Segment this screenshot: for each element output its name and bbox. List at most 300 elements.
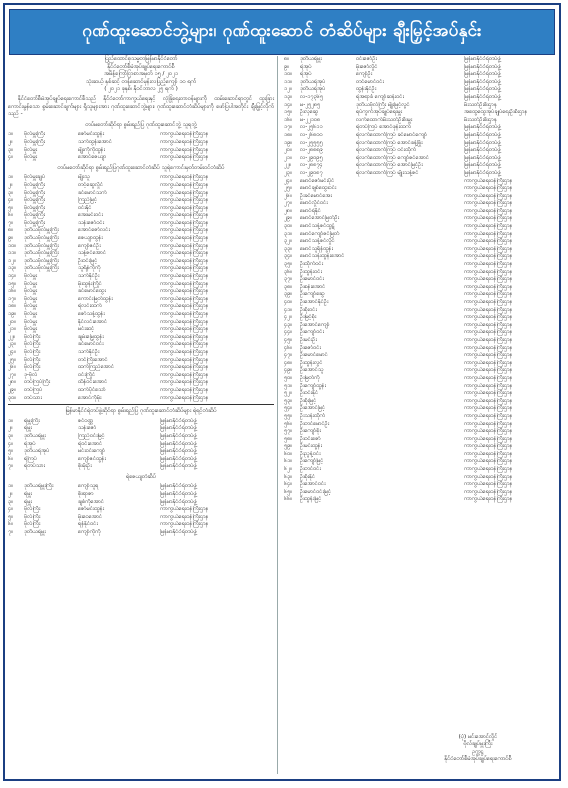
header-line-2: နိုင်ငံတော်စီမံအုပ်ချုပ်ရေးကောင်စီ bbox=[107, 63, 175, 70]
row-number: ၁၇။ bbox=[8, 295, 16, 302]
row-name: ရဲဝင်းအောင် bbox=[78, 440, 103, 447]
row-number: ၂၁။ bbox=[284, 154, 292, 161]
row-number: ၄၄။ bbox=[284, 329, 292, 336]
header-line-3: အမိန့်ကြော်ငြာစာအမှတ် ၁၅ / ၂၀၂၁ bbox=[104, 71, 178, 78]
row-number: ၂၈။ bbox=[8, 379, 16, 386]
row-number: ၄၇။ bbox=[284, 352, 292, 359]
row-department: ကာကွယ်ရေးဝန်ကြီးဌာန bbox=[160, 379, 209, 386]
row-name: ထက်ပိုင်သော် bbox=[78, 386, 106, 393]
award-row bbox=[284, 200, 552, 208]
row-name: ကျော်သူရ bbox=[78, 483, 99, 490]
row-name bbox=[356, 436, 464, 444]
row-department: မြန်မာနိုင်ငံရဲတပ်ဖွဲ့ bbox=[160, 425, 197, 432]
row-name: ခင်မောင်ဝင်း bbox=[78, 341, 104, 348]
row-department: မြန်မာနိုင်ငံရဲတပ်ဖွဲ့ bbox=[160, 432, 197, 439]
row-rank: ဦးမြင့်စိုး bbox=[300, 314, 317, 321]
row-rank: ဗိုလ်မှူး bbox=[24, 154, 38, 161]
row-number: ၂၅။ bbox=[8, 356, 16, 363]
row-name bbox=[356, 215, 464, 223]
row-number: ၁၆။ bbox=[284, 116, 292, 123]
row-number: ၁၂။ bbox=[284, 86, 292, 93]
award-row bbox=[8, 197, 274, 205]
row-rank: ဒုတိယရဲအုပ် bbox=[300, 78, 326, 85]
row-rank: ရဲမှူးကြီး bbox=[24, 417, 40, 424]
row-department: ကာကွယ်ရေးဝန်ကြီးဌာန bbox=[464, 382, 513, 389]
row-department: ကာကွယ်ရေးဝန်ကြီးဌာန bbox=[464, 314, 513, 321]
row-department: မြန်မာနိုင်ငံရဲတပ်ဖွဲ့ bbox=[464, 71, 501, 78]
row-department: ကာကွယ်ရေးဝန်ကြီးဌာန bbox=[160, 341, 209, 348]
row-department: မြန်မာနိုင်ငံရဲတပ်ဖွဲ့ bbox=[464, 154, 501, 161]
row-department: ကာကွယ်ရေးဝန်ကြီးဌာန bbox=[464, 359, 513, 366]
row-number: ၁၃။ bbox=[284, 93, 292, 100]
award-row bbox=[284, 496, 552, 504]
row-name bbox=[356, 496, 464, 504]
row-rank: ဗိုလ်မှူး bbox=[24, 288, 38, 295]
row-rank: ဒုတိယရဲမှူး bbox=[300, 56, 322, 62]
row-rank: ဦးကျော်မြင့် bbox=[300, 458, 324, 465]
row-number: ၃၆။ bbox=[284, 268, 292, 275]
award-row bbox=[8, 491, 274, 499]
award-row bbox=[8, 174, 274, 182]
row-number: ၂။ bbox=[8, 181, 13, 188]
row-number: ၅၀။ bbox=[284, 374, 292, 381]
row-name: မိုးဝေအောင် bbox=[78, 513, 103, 520]
row-name: ကျော်ဇင်ဦး bbox=[78, 242, 101, 249]
row-rank: မောင်သူရိန်ထွန်း bbox=[300, 245, 333, 252]
row-number: ၅၈။ bbox=[284, 435, 293, 442]
award-row bbox=[284, 124, 552, 132]
award-row bbox=[8, 379, 274, 387]
row-rank: လ-၁၇၃၆၅ bbox=[300, 93, 323, 100]
row-name bbox=[356, 185, 464, 193]
award-row bbox=[284, 170, 552, 178]
row-rank: ဗိုလ်မှူး bbox=[24, 146, 38, 153]
row-name bbox=[356, 337, 464, 345]
row-department: ကာကွယ်ရေးဝန်ကြီးဌာန bbox=[160, 521, 209, 528]
award-row bbox=[8, 463, 274, 471]
award-row bbox=[284, 56, 552, 64]
row-department: ကာကွယ်ရေးဝန်ကြီးဌာန bbox=[464, 412, 513, 419]
row-name: ဝင်းကြိုင် bbox=[78, 371, 96, 378]
row-name: ဝင်းနိုင် bbox=[78, 204, 92, 211]
row-number: ၄၃။ bbox=[284, 321, 292, 328]
row-number: ၄။ bbox=[8, 506, 13, 513]
award-row bbox=[284, 337, 552, 345]
row-rank: ဦးသန်းထိုက် bbox=[300, 412, 326, 419]
row-department: ကာကွယ်ရေးဝန်ကြီးဌာန bbox=[464, 238, 513, 245]
row-number: ၅။ bbox=[8, 204, 13, 211]
row-number: ၈။ bbox=[8, 227, 13, 234]
award-row bbox=[284, 132, 552, 140]
row-name bbox=[356, 443, 464, 451]
title-banner: ဂုဏ်ထူးဆောင်ဘွဲ့များ၊ ဂုဏ်ထူးဆောင် တံဆိပ်များ ချီးမြှင့်အပ်နှင်း bbox=[9, 9, 555, 55]
row-name: ကြည်မြင့် bbox=[78, 197, 98, 204]
row-department: မြန်မာနိုင်ငံရဲတပ်ဖွဲ့ bbox=[160, 498, 197, 505]
row-department: မြန်မာနိုင်ငံရဲတပ်ဖွဲ့ bbox=[464, 86, 501, 93]
row-number: ၃၁။ bbox=[284, 230, 292, 237]
row-name: သန်းဇော်ဝင်း bbox=[78, 219, 105, 226]
row-rank: ဗိုလ်မှူးကြီး bbox=[24, 138, 45, 145]
row-name: ထက်ကြည်အောင် bbox=[78, 364, 115, 371]
row-department: ကာကွယ်ရေးဝန်ကြီးဌာန bbox=[160, 280, 209, 287]
right-column bbox=[284, 56, 552, 504]
row-rank: မောင်ဇော်မင်းပိုင် bbox=[300, 177, 335, 184]
row-department: ကာကွယ်ရေးဝန်ကြီးဌာန bbox=[160, 288, 209, 295]
row-number: ၆၀။ bbox=[284, 450, 292, 457]
row-department: ကာကွယ်ရေးဝန်ကြီးဌာန bbox=[464, 329, 513, 336]
row-department: ကာကွယ်ရေးဝန်ကြီးဌာန bbox=[160, 219, 209, 226]
row-rank: မောင်ရဲနိုင် bbox=[300, 207, 321, 214]
award-row bbox=[284, 208, 552, 216]
row-name bbox=[356, 474, 464, 482]
row-rank: ဗိုလ်မှူးကြီး bbox=[24, 181, 45, 188]
row-number: ၅။ bbox=[8, 513, 13, 520]
row-name: ရဲလင်းထက် bbox=[78, 303, 102, 310]
row-department: ကာကွယ်ရေးဝန်ကြီးဌာန bbox=[464, 192, 513, 199]
row-department: ကာကွယ်ရေးဝန်ကြီးဌာန bbox=[464, 223, 513, 230]
row-number: ၃၀။ bbox=[8, 394, 16, 401]
row-name: အေးမင်းဝင်း bbox=[78, 212, 103, 219]
row-name: သက်နိုင်ဦး bbox=[78, 273, 100, 280]
row-department: ကာကွယ်ရေးဝန်ကြီးဌာန bbox=[160, 212, 209, 219]
row-rank: ဒုတိယဗိုလ်မှူးကြီး bbox=[24, 242, 59, 249]
award-row bbox=[284, 253, 552, 261]
row-name: ရဲလက်ထောက်ကြပ် ခင်မောင်ကျော် bbox=[356, 131, 428, 138]
row-rank: ရဲကြပ် bbox=[24, 455, 37, 462]
row-department: ကာကွယ်ရေးဝန်ကြီးဌာန bbox=[160, 303, 209, 310]
award-row bbox=[8, 529, 274, 537]
row-name: ရန်နိုင်ဝင်း bbox=[78, 521, 98, 528]
row-name bbox=[356, 299, 464, 307]
row-rank: တပ်ကြပ်ကြီး bbox=[24, 379, 51, 386]
row-department: မြန်မာနိုင်ငံရဲတပ်ဖွဲ့ bbox=[160, 529, 197, 536]
award-row bbox=[8, 258, 274, 266]
row-name bbox=[356, 428, 464, 436]
row-number: ၁။ bbox=[8, 483, 13, 490]
row-name: စိုးရာဇာ bbox=[78, 491, 94, 498]
row-rank: ဗိုလ်မှူး bbox=[24, 280, 38, 287]
row-rank: လ-၂၈၈၇၄ bbox=[300, 162, 323, 169]
row-department: ကာကွယ်ရေးဝန်ကြီးဌာန bbox=[160, 181, 209, 188]
row-department: ကာကွယ်ရေးဝန်ကြီးဌာန bbox=[160, 394, 209, 401]
row-rank: တပ်သား bbox=[24, 394, 42, 401]
row-number: ၃။ bbox=[8, 432, 13, 439]
row-number: ၆။ bbox=[8, 212, 13, 219]
row-name: ရဲလက်ထောက်ကြပ် အောင်မြင့်ဦး bbox=[356, 162, 423, 169]
row-department: ကာကွယ်ရေးဝန်ကြီးဌာန bbox=[464, 321, 513, 328]
row-rank: မ-၂၂၁၀၈ bbox=[300, 116, 321, 123]
award-row bbox=[8, 521, 274, 529]
row-department: ကာကွယ်ရေးဝန်ကြီးဌာန bbox=[160, 311, 209, 317]
row-department: ကာကွယ်ရေးဝန်ကြီးဌာန bbox=[464, 283, 513, 290]
row-number: ၆။ bbox=[8, 455, 13, 462]
award-row bbox=[284, 307, 552, 315]
row-name bbox=[356, 383, 464, 391]
row-rank: ဦးကျော်စိုး bbox=[300, 428, 321, 435]
row-name: ချမ်းမြေ့ထွန်း bbox=[78, 333, 104, 340]
award-row bbox=[8, 514, 274, 522]
row-name: လက်ထောက်မီးသတ်ဦးစီးမှူး bbox=[356, 116, 413, 123]
row-number: ၂။ bbox=[8, 491, 13, 498]
row-number: ၁၂။ bbox=[8, 257, 16, 264]
row-number: ၂၃။ bbox=[8, 341, 16, 348]
row-name: ခင်မောင်သက် bbox=[78, 189, 107, 196]
award-row bbox=[284, 474, 552, 482]
row-number: ၄။ bbox=[8, 197, 13, 204]
row-number: ၄၉။ bbox=[284, 367, 292, 374]
row-number: ၂၉။ bbox=[8, 386, 16, 393]
row-name: ဇော်မင်းထွန်း bbox=[78, 506, 105, 513]
row-name: ကျော်ကိုကို bbox=[78, 529, 101, 536]
award-row bbox=[284, 421, 552, 429]
row-department: ကာကွယ်ရေးဝန်ကြီးဌာန bbox=[160, 506, 209, 513]
intro-paragraph: နိုင်ငံတော်စီမံအုပ်ချုပ်ရေးကောင်စီသည် နိုင်ငံတော်ကာကွယ်ရေးနှင့် လုံခြုံရေးတာဝန်များကို ထမ်းဆောင်ရာတွင် ထူးခြားကောင်းမွန်သော စွမ်းဆောင်ချက်များ ရှိသူများအား ဂုဏ်ထူးဆောင်ဘွဲ့များ၊ ဂုဏ်ထူးဆောင်တံဆိပ်များကို ဖော်ပြပါအတိုင်း ချီးမြှင့်လိုက်သည် - bbox=[8, 95, 274, 118]
row-number: ၈။ bbox=[284, 56, 289, 62]
row-department: ကာကွယ်ရေးဝန်ကြီးဌာန bbox=[160, 333, 209, 340]
signature-block bbox=[404, 734, 552, 764]
row-name bbox=[356, 178, 464, 186]
award-row bbox=[284, 383, 552, 391]
row-department: ကာကွယ်ရေးဝန်ကြီးဌာန bbox=[464, 473, 513, 480]
award-row bbox=[8, 190, 274, 198]
row-number: ၅၉။ bbox=[284, 443, 292, 450]
row-rank: ဦးဝင်းနိုင် bbox=[300, 390, 319, 397]
award-row bbox=[284, 140, 552, 148]
award-row bbox=[8, 441, 274, 449]
row-name: တင်ကြီးအောင် bbox=[78, 356, 108, 363]
award-row bbox=[8, 499, 274, 507]
row-name: ကောင်းမြတ်ထွန်း bbox=[78, 295, 113, 302]
row-name: အောင်ကိုမိုး bbox=[78, 394, 102, 401]
row-rank: ဦးဇော်ဝင်း bbox=[300, 344, 321, 351]
row-name bbox=[356, 413, 464, 421]
row-name: မျိုးသူ bbox=[78, 174, 90, 181]
row-rank: ဦးထွန်းမြင့် bbox=[300, 496, 322, 503]
row-name: ရဲလက်ထောက်ကြပ် ကျော်ဇင်အောင် bbox=[356, 154, 430, 161]
row-rank: ရဲအုပ် bbox=[300, 63, 312, 70]
row-rank: လ-၂၈၈၈၉ bbox=[300, 147, 323, 154]
row-department: မြန်မာနိုင်ငံရဲတပ်ဖွဲ့ bbox=[464, 63, 501, 70]
row-number: ၃၅။ bbox=[284, 261, 292, 268]
row-department: ကာကွယ်ရေးဝန်ကြီးဌာန bbox=[464, 344, 513, 351]
row-number: ၁၅။ bbox=[284, 109, 292, 116]
row-name: မင်းဝင်းကျော် bbox=[78, 448, 106, 455]
header-line-1: ပြည်ထောင်စုသမ္မတမြန်မာနိုင်ငံတော် bbox=[104, 56, 178, 62]
row-department: ကာကွယ်ရေးဝန်ကြီးဌာန bbox=[464, 253, 513, 260]
row-rank: လ-၂၉၀၉၅ bbox=[300, 154, 323, 161]
award-row bbox=[284, 86, 552, 94]
row-department: ကာကွယ်ရေးဝန်ကြီးဌာန bbox=[464, 397, 513, 404]
row-department: ကာကွယ်ရေးဝန်ကြီးဌာန bbox=[160, 174, 209, 181]
section-heading-1: တပ်မတော်ဆိုင်ရာ စွမ်းရည်ပြ ဂုဏ်ထူးဆောင်ဘွဲ့ သူရဘွဲ့ bbox=[85, 121, 197, 128]
row-name: သက်ထွန်းအောင် bbox=[78, 138, 112, 145]
row-department: ကာကွယ်ရေးဝန်ကြီးဌာန bbox=[464, 299, 513, 305]
row-name bbox=[356, 421, 464, 429]
row-name bbox=[356, 200, 464, 208]
row-rank: လ-၂၅၆၁၁ bbox=[300, 124, 323, 131]
row-name: ဇော်သန့်ထွန်း bbox=[78, 311, 105, 317]
row-rank: ဒုတိယရဲမှူး bbox=[24, 432, 46, 439]
row-rank: ဒုတိယဗိုလ်မှူးကြီး bbox=[24, 250, 59, 257]
row-department: ကာကွယ်ရေးဝန်ကြီးဌာန bbox=[160, 348, 209, 355]
award-row bbox=[8, 319, 274, 327]
row-department: ကာကွယ်ရေးဝန်ကြီးဌာန bbox=[160, 204, 209, 211]
row-number: ၆၄။ bbox=[284, 481, 292, 488]
award-row bbox=[284, 185, 552, 193]
row-name: မိုးဇော်လှိုင် bbox=[356, 63, 378, 70]
award-row bbox=[8, 349, 274, 357]
award-row bbox=[8, 311, 274, 319]
award-row bbox=[8, 418, 274, 426]
row-department: မြန်မာနိုင်ငံရဲတပ်ဖွဲ့ bbox=[160, 440, 197, 447]
row-department: ကာကွယ်ရေးဝန်ကြီးဌာန bbox=[464, 215, 513, 222]
row-rank: ဦးအောင်သူ bbox=[300, 367, 324, 374]
row-rank: ဗိုလ်မှူးချုပ် bbox=[24, 174, 46, 181]
row-name: ကျော်ဇင်ထွန်း bbox=[78, 455, 106, 462]
row-name bbox=[356, 261, 464, 269]
row-department: ကာကွယ်ရေးဝန်ကြီးဌာန bbox=[464, 291, 513, 298]
row-name bbox=[356, 314, 464, 322]
row-rank: ဒုတိယရဲအုပ် bbox=[300, 86, 326, 93]
row-rank: ဗိုလ်မှူးကြီး bbox=[24, 131, 45, 138]
row-rank: ဒု-ဗိုလ် bbox=[24, 371, 38, 378]
row-number: ၁၈။ bbox=[8, 303, 17, 310]
row-rank: ဦးထွန်းဝင်း bbox=[300, 268, 322, 275]
award-row bbox=[284, 360, 552, 368]
row-rank: ဗိုလ်မှူးကြီး bbox=[24, 212, 45, 219]
row-department: မြန်မာနိုင်ငံရဲတပ်ဖွဲ့ bbox=[160, 491, 197, 498]
row-department: ကာကွယ်ရေးဝန်ကြီးဌာန bbox=[464, 488, 513, 495]
award-row bbox=[284, 276, 552, 284]
row-department: အထွေထွေအုပ်ချုပ်ရေးဦးစီးဌာန bbox=[464, 109, 528, 116]
row-rank: ဦးမင်းဦး bbox=[300, 336, 317, 343]
row-department: မြန်မာနိုင်ငံရဲတပ်ဖွဲ့ bbox=[464, 162, 501, 169]
row-rank: ဦးဝင်းဇော် bbox=[300, 435, 321, 442]
row-number: ၄၆။ bbox=[284, 344, 292, 351]
row-number: ၅၅။ bbox=[284, 412, 292, 419]
award-row bbox=[284, 428, 552, 436]
row-rank: ဦးလှဆွေ bbox=[300, 109, 318, 116]
row-rank: ဦးကျော်ဆွေ bbox=[300, 291, 325, 298]
row-name bbox=[356, 322, 464, 330]
row-rank: ဦးညွန့်ဝင်း bbox=[300, 450, 321, 457]
row-rank: ဦးထိုက်ဝင်း bbox=[300, 261, 324, 268]
row-rank: ဗိုလ်မှူးကြီး bbox=[24, 204, 45, 211]
row-department: ကာကွယ်ရေးဝန်ကြီးဌာန bbox=[464, 230, 513, 237]
row-rank: ရဲတပ်သား bbox=[24, 463, 45, 470]
award-row bbox=[284, 109, 552, 117]
award-row bbox=[8, 182, 274, 190]
row-department: မြန်မာနိုင်ငံရဲတပ်ဖွဲ့ bbox=[464, 169, 501, 176]
row-department: မြန်မာနိုင်ငံရဲတပ်ဖွဲ့ bbox=[464, 56, 501, 62]
row-department: ကာကွယ်ရေးဝန်ကြီးဌာန bbox=[160, 235, 209, 242]
row-number: ၁၀။ bbox=[284, 71, 292, 78]
row-name: ထွန်းနိုင်ဦး bbox=[356, 86, 377, 93]
row-rank: လ-၂၆၈၀၀ bbox=[300, 131, 323, 138]
award-row bbox=[8, 506, 274, 514]
row-name bbox=[356, 398, 464, 406]
row-number: ၄၀။ bbox=[284, 299, 292, 305]
award-row bbox=[8, 288, 274, 296]
award-row bbox=[284, 299, 552, 307]
row-department: ကာကွယ်ရေးဝန်ကြီးဌာန bbox=[464, 420, 513, 427]
row-number: ၆၃။ bbox=[284, 473, 292, 480]
row-number: ၂၁။ bbox=[8, 326, 16, 333]
row-number: ၃၄။ bbox=[284, 253, 292, 260]
row-name: မျိုးကိုကိုထွန်း bbox=[78, 146, 105, 153]
row-number: ၅၄။ bbox=[284, 405, 292, 412]
row-name bbox=[356, 489, 464, 497]
row-rank: ဦးအောင်ကျော် bbox=[300, 321, 330, 328]
award-row bbox=[284, 443, 552, 451]
row-number: ၁၆။ bbox=[8, 288, 16, 295]
row-name bbox=[356, 276, 464, 284]
award-row bbox=[284, 436, 552, 444]
row-rank: ဗိုလ်မှူး bbox=[24, 326, 38, 333]
row-rank: မောင်သန့်ဇင်လှိုင် bbox=[300, 238, 335, 245]
row-number: ၅။ bbox=[8, 448, 13, 455]
award-row bbox=[284, 269, 552, 277]
row-name: တင်မောင်ဝင်း bbox=[356, 78, 384, 85]
row-rank: ဦးစိုးမြင့် bbox=[300, 397, 317, 404]
row-name bbox=[356, 375, 464, 383]
award-row bbox=[8, 243, 274, 251]
award-row bbox=[8, 212, 274, 220]
row-department: မြန်မာနိုင်ငံရဲတပ်ဖွဲ့ bbox=[464, 93, 501, 100]
row-department: ကာကွယ်ရေးဝန်ကြီးဌာန bbox=[464, 367, 513, 374]
row-department: ကာကွယ်ရေးဝန်ကြီးဌာန bbox=[464, 352, 513, 359]
row-department: ကာကွယ်ရေးဝန်ကြီးဌာန bbox=[464, 200, 513, 207]
row-name: မိုးထွန်းကြိုင် bbox=[78, 280, 102, 287]
award-row bbox=[8, 341, 274, 349]
row-name: ရဲလက်ထောက်ကြပ် မျိုးသန့်ဇင် bbox=[356, 169, 419, 176]
row-number: ၁။ bbox=[8, 131, 13, 138]
row-number: ၂၇။ bbox=[284, 200, 292, 207]
award-row bbox=[8, 456, 274, 464]
award-row bbox=[8, 303, 274, 311]
row-rank: ဒုတိယဗိုလ်မှူးကြီး bbox=[24, 235, 59, 242]
row-name: ဦးဝင်းမြင့် bbox=[78, 257, 98, 264]
award-row bbox=[8, 372, 274, 380]
row-name: သက်နိုင်ဦး bbox=[78, 348, 100, 355]
header-line-4: သုံးဆယ့် နှစ်ဆင့် တန်ဆောင်မုန်းလပြည့်ကျော် ၁၀ ရက် bbox=[85, 78, 197, 85]
row-name: ရပ်ကွက်အုပ်ချုပ်ရေးမှူး bbox=[356, 109, 402, 116]
row-rank: ဗိုလ်ကြီး bbox=[24, 506, 41, 513]
row-department: ကာကွယ်ရေးဝန်ကြီးဌာန bbox=[160, 197, 209, 204]
row-name: အောင်ဇေယျာ bbox=[78, 154, 107, 161]
row-department: ကာကွယ်ရေးဝန်ကြီးဌာန bbox=[160, 189, 209, 196]
row-number: ၁၁။ bbox=[8, 250, 16, 257]
row-department: မြန်မာနိုင်ငံရဲတပ်ဖွဲ့ bbox=[464, 124, 501, 131]
section-heading-3: မြန်မာနိုင်ငံရဲတပ်ဖွဲ့ဆိုင်ရာ စွမ်းရည်ပြ ဂုဏ်ထူးဆောင်တံဆိပ်များ ရဲရင့်တံဆိပ် bbox=[65, 408, 217, 415]
row-department: မြန်မာနိုင်ငံရဲတပ်ဖွဲ့ bbox=[464, 147, 501, 154]
row-name: နိုင်လင်းအောင် bbox=[78, 318, 108, 325]
row-rank: ဒုတိယရဲမှူးကြီး bbox=[24, 483, 54, 490]
row-number: ၁၁။ bbox=[284, 78, 292, 85]
award-list-4 bbox=[8, 483, 274, 536]
row-name: ဝင်းဇော်ဦး bbox=[356, 56, 377, 62]
row-name: သန့်ဇင်အောင် bbox=[78, 250, 107, 257]
award-row bbox=[284, 322, 552, 330]
row-name: သူရိန်ကိုကို bbox=[78, 265, 101, 272]
row-department: ကာကွယ်ရေးဝန်ကြီးဌာန bbox=[464, 306, 513, 313]
row-number: ၂၂။ bbox=[8, 333, 16, 340]
award-row bbox=[8, 273, 274, 281]
row-name: ကြည်ဝင်းမြင့် bbox=[78, 432, 105, 439]
row-number: ၆၂။ bbox=[284, 466, 292, 473]
row-rank: ရဲအုပ် bbox=[300, 71, 312, 78]
award-row bbox=[8, 139, 274, 147]
